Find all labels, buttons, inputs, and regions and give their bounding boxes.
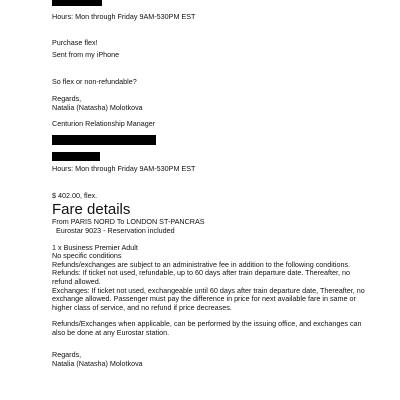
price-text: $ 402.00, flex. <box>52 190 98 200</box>
hours-text-2: Hours: Mon through Friday 9AM-530PM EST <box>52 164 196 174</box>
regards-text-1: Regards, <box>52 94 82 104</box>
fare-conditions-heading: No specific conditions <box>52 251 122 261</box>
fare-details-heading: Fare details <box>52 201 131 219</box>
fare-condition-fee: Refunds/exchanges are subject to an administrative fee in addition to the following conditions. <box>52 259 351 269</box>
fare-condition-refunds: Refunds: If ticket not used, refundable, up to 60 days after train departure date. Thereafter, no refund allowed. <box>52 268 350 286</box>
sent-from-text: Sent from my iPhone <box>52 50 120 60</box>
redacted-block-name <box>52 135 156 145</box>
redacted-block-top <box>52 0 102 6</box>
fare-train: Eurostar 9023 - Reservation included <box>56 225 175 235</box>
fare-condition-office: Refunds/Exchanges when applicable, can be performed by the issuing office, and exchanges can also be done at any Eurostar station. <box>52 319 362 337</box>
signature-title: Centurion Relationship Manager <box>52 118 156 128</box>
regards-text-2: Regards, <box>52 350 82 360</box>
redacted-block-phone <box>52 152 100 161</box>
fare-route: From PARIS NORD To LONDON ST-PANCRAS <box>52 217 205 227</box>
fare-condition-exchanges: Exchanges: If ticket not used, exchangeable until 60 days after train departure date, Thereafter, no exchange allowed. Passenger must pay the difference in price for next available fare in same or higher class of service, and no refund if price decreases. <box>52 285 365 312</box>
purchase-text: Purchase flex! <box>52 37 98 47</box>
signature-name-1: Natalia (Natasha) Molotkova <box>52 102 143 112</box>
hours-text-1: Hours: Mon through Friday 9AM-530PM EST <box>52 12 196 21</box>
signature-name-2: Natalia (Natasha) Molotkova <box>52 359 143 369</box>
email-document <box>52 0 372 369</box>
fare-ticket: 1 x Business Premier Adult <box>52 242 138 252</box>
question-text: So flex or non-refundable? <box>52 76 137 86</box>
